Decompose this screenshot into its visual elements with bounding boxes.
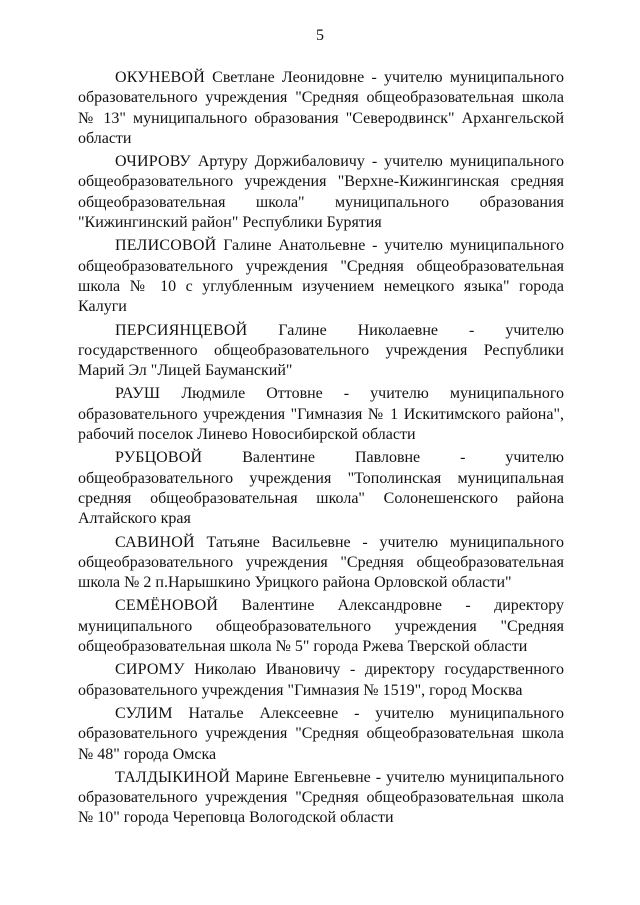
entry-surname: РАУШ bbox=[115, 385, 161, 403]
entry-surname: ОКУНЕВОЙ bbox=[115, 69, 205, 86]
list-item bbox=[78, 68, 564, 149]
entry-text: Галине Анатольевне - учителю муниципального общеобразовательного учреждения "Средняя общеобразовательная школа № 10 с углубленным изучением немецкого языка" города Калуги bbox=[78, 237, 564, 316]
list-item bbox=[78, 236, 564, 317]
entry-text: Татьяне Васильевне - учителю муниципального общеобразовательного учреждения "Средняя общеобразовательная школа № 2 п.Нарышкино Урицкого района Орловской области" bbox=[78, 533, 565, 592]
entry-text: Николаю Ивановичу - директору государственного образовательного учреждения "Гимназия № 1519", город Москва bbox=[78, 661, 565, 699]
entry-surname: ОЧИРОВУ bbox=[115, 153, 191, 171]
entry-text: Светлане Леонидовне - учителю муниципального образовательного учреждения "Средняя общеобразовательная школа № 13" муниципального образования "Северодвинск" Архангельской области bbox=[78, 69, 565, 147]
entry-surname: РУБЦОВОЙ bbox=[115, 449, 203, 467]
list-item bbox=[78, 321, 564, 382]
entry-surname: СИРОМУ bbox=[115, 661, 185, 679]
entry-surname: СУЛИМ bbox=[115, 704, 173, 722]
entry-surname: ПЕЛИСОВОЙ bbox=[115, 237, 217, 255]
award-list bbox=[78, 68, 564, 832]
entry-text: Артуру Доржибаловичу - учителю муниципального общеобразовательного учреждения "Верхне-Кижингинская средняя общеобразовательная школа" муниципального образования "Кижингинский район" Республики Бурятия bbox=[78, 153, 564, 232]
list-item bbox=[78, 596, 564, 657]
entry-surname: САВИНОЙ bbox=[115, 533, 195, 551]
entry-surname: ПЕРСИЯНЦЕВОЙ bbox=[115, 321, 248, 339]
list-item bbox=[78, 448, 564, 529]
list-item bbox=[78, 533, 564, 594]
entry-text: Людмиле Оттовне - учителю муниципального образовательного учреждения "Гимназия № 1 Искитимского района", рабочий поселок Линево Новосибирской области bbox=[78, 385, 565, 444]
entry-text: Марине Евгеньевне - учителю муниципального образовательного учреждения "Средняя общеобразовательная школа № 10" города Череповца Вологодской области bbox=[78, 768, 565, 827]
list-item bbox=[78, 768, 564, 829]
list-item bbox=[78, 384, 564, 445]
entry-text: Валентине Павловне - учителю общеобразовательного учреждения "Тополинская муниципальная средняя общеобразовательная школа" Солонешенского района Алтайского края bbox=[78, 449, 564, 528]
list-item bbox=[78, 152, 564, 233]
list-item bbox=[78, 704, 564, 765]
entry-surname: ТАЛДЫКИНОЙ bbox=[115, 768, 231, 786]
entry-text: Галине Николаевне - учителю государственного общеобразовательного учреждения Республики Марий Эл "Лицей Бауманский" bbox=[78, 321, 564, 380]
entry-text: Наталье Алексеевне - учителю муниципального образовательного учреждения "Средняя общеобразовательная школа № 48" города Омска bbox=[78, 704, 564, 763]
entry-surname: СЕМЁНОВОЙ bbox=[115, 597, 219, 615]
entry-text: Валентине Александровне - директору муниципального общеобразовательного учреждения "Средняя общеобразовательная школа № 5" города Ржева Тверской области bbox=[78, 597, 564, 656]
list-item bbox=[78, 660, 564, 701]
page-number: 5 bbox=[316, 27, 324, 44]
